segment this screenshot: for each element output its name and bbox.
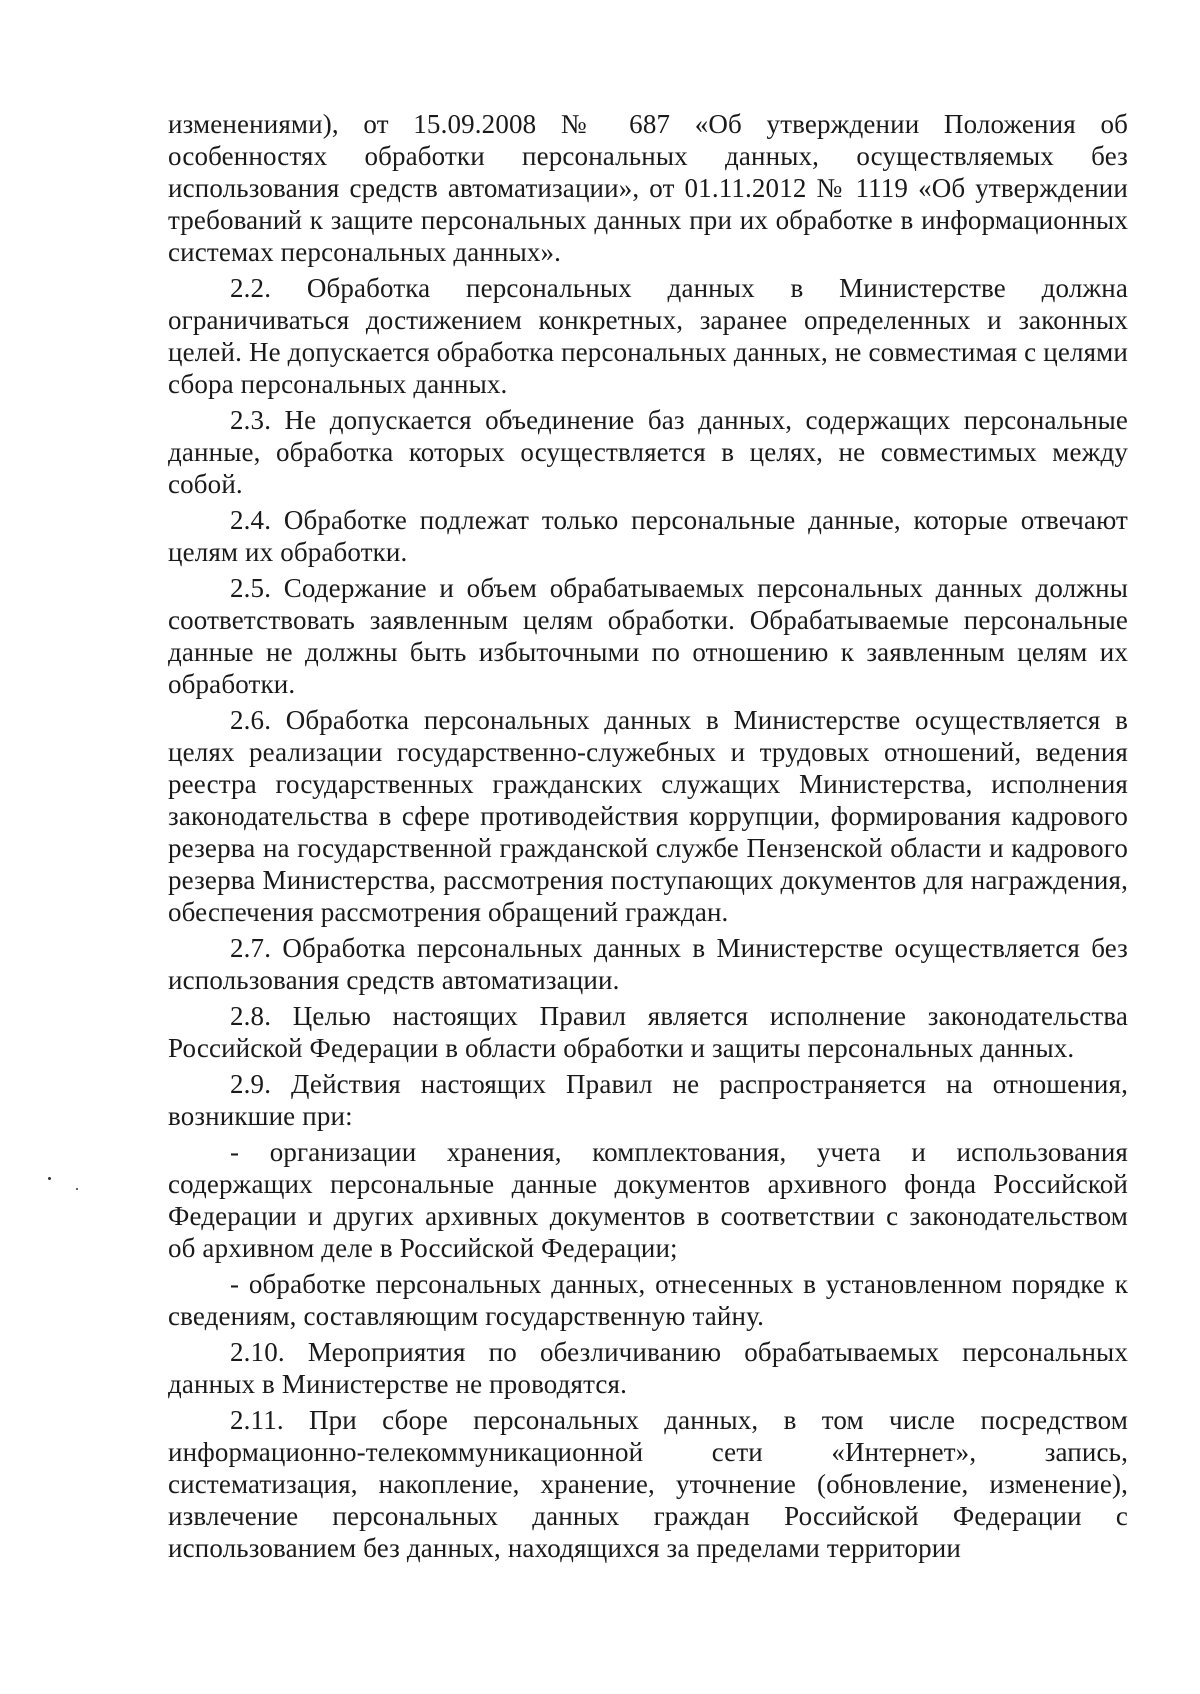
document-body <box>168 108 1128 1564</box>
paragraph-2-4: 2.4. Обработке подлежат только персональные данные, которые отвечают целям их обработки. <box>168 505 1128 567</box>
paragraph-2-10: 2.10. Мероприятия по обезличиванию обрабатываемых персональных данных в Министерстве не проводятся. <box>168 1337 1128 1399</box>
scan-speck <box>48 1177 51 1180</box>
paragraph-2-7: 2.7. Обработка персональных данных в Министерстве осуществляется без использования средств автоматизации. <box>168 933 1128 995</box>
list-item-archive: - организации хранения, комплектования, учета и использования содержащих персональные данные документов архивного фонда Российской Федерации и других архивных документов в соответствии с законодательством об архивном деле в Российской Федерации; <box>168 1137 1128 1263</box>
paragraph-2-9: 2.9. Действия настоящих Правил не распространяется на отношения, возникшие при: <box>168 1069 1128 1131</box>
paragraph-2-8: 2.8. Целью настоящих Правил является исполнение законодательства Российской Федерации в области обработки и защиты персональных данных. <box>168 1001 1128 1063</box>
paragraph-2-5: 2.5. Содержание и объем обрабатываемых персональных данных должны соответствовать заявленным целям обработки. Обрабатываемые персональные данные не должны быть избыточными по отношению к заявленным целям их обработки. <box>168 573 1128 699</box>
paragraph-2-2: 2.2. Обработка персональных данных в Министерстве должна ограничиваться достижением конкретных, заранее определенных и законных целей. Не допускается обработка персональных данных, не совместимая с целями сбора персональных данных. <box>168 273 1128 399</box>
paragraph-2-11: 2.11. При сборе персональных данных, в том числе посредством информационно-телекоммуникационной сети «Интернет», запись, систематизация, накопление, хранение, уточнение (обновление, изменение), извлечение персональных данных граждан Российской Федерации с использованием без данных, находящихся за пределами территории <box>168 1405 1128 1563</box>
scan-speck <box>76 1188 78 1190</box>
list-item-state-secret: - обработке персональных данных, отнесенных в установленном порядке к сведениям, составляющим государственную тайну. <box>168 1269 1128 1331</box>
paragraph-2-3: 2.3. Не допускается объединение баз данных, содержащих персональные данные, обработка которых осуществляется в целях, не совместимых между собой. <box>168 405 1128 499</box>
paragraph-2-6: 2.6. Обработка персональных данных в Министерстве осуществляется в целях реализации государственно-служебных и трудовых отношений, ведения реестра государственных гражданских служащих Министерства, исполнения законодательства в сфере противодействия коррупции, формирования кадрового резерва на государственной гражданской службе Пензенской области и кадрового резерва Министерства, рассмотрения поступающих документов для награждения, обеспечения рассмотрения обращений граждан. <box>168 705 1128 927</box>
paragraph-continuation: изменениями), от 15.09.2008 № 687 «Об утверждении Положения об особенностях обработки персональных данных, осуществляемых без использования средств автоматизации», от 01.11.2012 № 1119 «Об утверждении требований к защите персональных данных при их обработке в информационных системах персональных данных». <box>168 109 1128 267</box>
